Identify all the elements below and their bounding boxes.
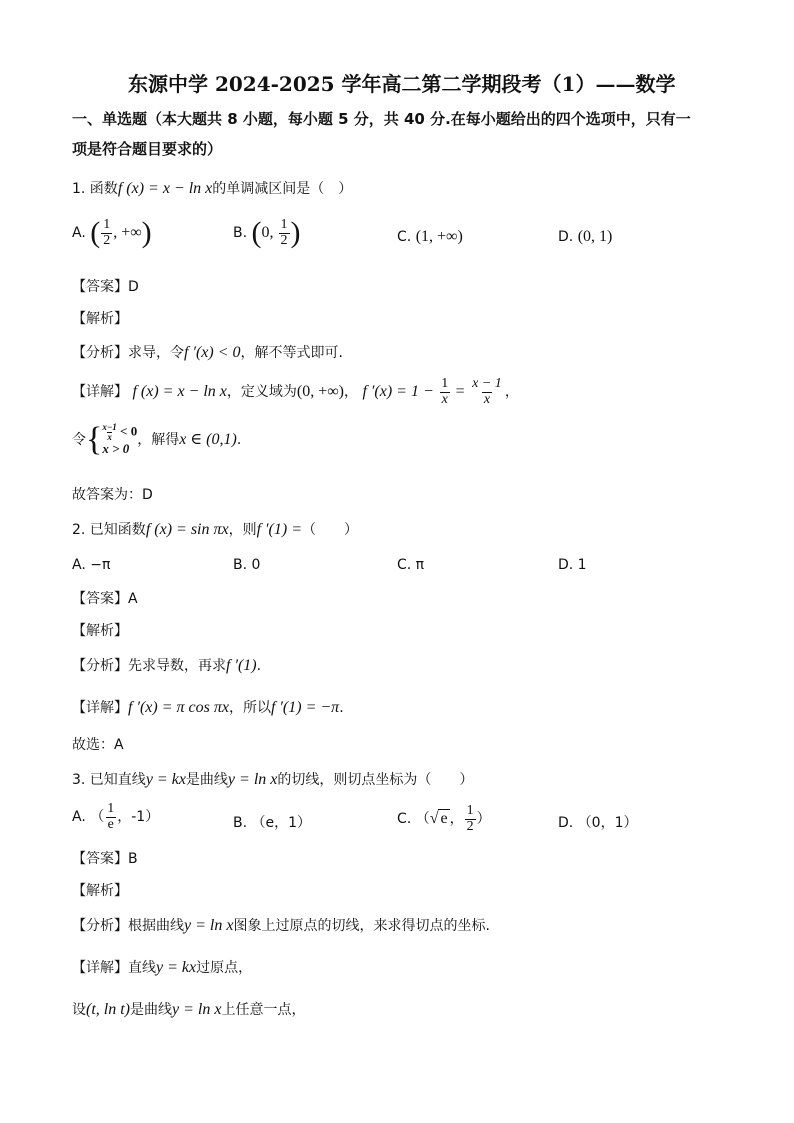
q2-fenxi bbox=[72, 655, 261, 675]
q1-fenxi-text-b: ，解不等式即可. bbox=[240, 345, 343, 361]
q1-detail-math-c: f ′(x) = 1 − bbox=[362, 383, 434, 401]
q1-answer: 【答案】D bbox=[72, 279, 139, 295]
q1-detail-label: 【详解】 bbox=[72, 384, 128, 401]
q1-option-d bbox=[558, 228, 612, 246]
q1-option-d-math: (0, 1) bbox=[577, 228, 613, 245]
q2-detail-end: . bbox=[339, 700, 344, 716]
q1-detail-frac1 bbox=[439, 377, 450, 407]
q1-detail-frac2-den: x bbox=[483, 391, 491, 407]
q3-fenxi-label: 【分析】 bbox=[72, 918, 128, 934]
q1-detail-math-a: f (x) = x − ln x bbox=[132, 383, 227, 401]
q2-detail-math-a: f ′(x) = π cos πx bbox=[128, 699, 229, 716]
q3-fenxi-text-a: 根据曲线 bbox=[128, 918, 184, 934]
q1-system-row1-num: x−1 bbox=[102, 422, 117, 433]
q3-option-a bbox=[72, 802, 159, 832]
q1-system-rows bbox=[102, 423, 137, 456]
q3-option-a-den: e bbox=[107, 816, 114, 832]
q1-detail bbox=[72, 377, 519, 407]
q2-detail-label: 【详解】 bbox=[72, 700, 128, 716]
q1-option-c bbox=[397, 228, 463, 246]
q3-option-a-num: 1 bbox=[107, 801, 115, 816]
q2-detail-math-b: f ′(1) = −π bbox=[270, 699, 340, 716]
sqrt-icon: √ bbox=[429, 810, 439, 828]
q1-inequality-system bbox=[86, 423, 137, 457]
q3-option-d: D. （0，1） bbox=[558, 815, 638, 831]
q3-detail-math: y = kx bbox=[156, 959, 197, 976]
q2-stem-prefix: 2. 已知函数 bbox=[72, 522, 146, 538]
q3-stem-math2: y = ln x bbox=[227, 771, 278, 788]
q2-option-a: A. −π bbox=[72, 557, 111, 573]
q1-fenxi bbox=[72, 342, 343, 362]
q1-option-a bbox=[72, 218, 152, 248]
q1-detail-eq: = bbox=[455, 383, 465, 401]
q2-option-c: C. π bbox=[397, 557, 425, 573]
q1-option-b-frac bbox=[279, 218, 290, 248]
q1-fenxi-label: 【分析】 bbox=[72, 345, 128, 361]
q1-detail-text-c: ， bbox=[504, 384, 519, 401]
q2-detail-text: ，所以 bbox=[228, 700, 271, 716]
q3-option-b: B. （e，1） bbox=[233, 815, 312, 831]
q1-option-a-rest: , +∞ bbox=[113, 224, 142, 242]
q3-last-text-c: 上任意一点， bbox=[221, 1002, 306, 1018]
q3-stem-prefix: 3. 已知直线 bbox=[72, 772, 146, 788]
q1-option-b bbox=[233, 218, 301, 248]
q1-system-row1-rel: < 0 bbox=[120, 423, 138, 439]
q1-detail-frac1-num: 1 bbox=[441, 376, 449, 391]
q3-fenxi-math: y = ln x bbox=[184, 917, 234, 934]
q3-option-c-frac bbox=[465, 804, 476, 834]
q1-stem bbox=[72, 178, 352, 198]
q1-option-d-label: D. bbox=[558, 229, 574, 245]
q2-stem-mid: ，则 bbox=[228, 522, 257, 538]
q1-system-row1 bbox=[102, 423, 137, 442]
q2-stem-math2: f ′(1) = bbox=[256, 521, 303, 538]
q1-option-a-den: 2 bbox=[103, 232, 111, 248]
q1-option-b-label: B. bbox=[233, 225, 248, 242]
q1-option-b-num: 1 bbox=[280, 217, 288, 232]
q1-stem-suffix: 的单调减区间是（ ） bbox=[212, 181, 353, 197]
q3-answer: 【答案】B bbox=[72, 851, 138, 867]
q1-system bbox=[72, 423, 241, 457]
q3-last-math-b: y = ln x bbox=[172, 1001, 222, 1018]
q2-fenxi-math: f ′(1) bbox=[226, 657, 257, 674]
q2-option-b: B. 0 bbox=[233, 557, 261, 573]
q1-detail-math-b: (0, +∞) bbox=[296, 383, 344, 401]
q2-answer: 【答案】A bbox=[72, 591, 138, 607]
q1-fenxi-math: f ′(x) < 0 bbox=[184, 344, 241, 361]
q1-option-b-rparen: ) bbox=[290, 216, 301, 250]
q2-stem-math: f (x) = sin πx bbox=[145, 521, 229, 538]
q3-last-text-a: 设 bbox=[72, 1002, 86, 1018]
q3-detail-line2 bbox=[72, 999, 305, 1019]
q1-detail-frac2 bbox=[470, 377, 504, 407]
section-heading-line1: 一、单选题（本大题共 8 小题，每小题 5 分，共 40 分.在每小题给出的四个选项中，只有一 bbox=[72, 110, 691, 128]
q3-detail-text-b: 过原点， bbox=[196, 960, 253, 976]
q1-jiede: ，解得 bbox=[137, 432, 180, 448]
q1-option-b-lparen: ( bbox=[251, 216, 262, 250]
q1-stem-prefix: 1. 函数 bbox=[72, 181, 118, 197]
q1-system-row1-den: x bbox=[107, 432, 112, 443]
q3-option-c-comma: ， bbox=[449, 811, 464, 828]
q2-stem-suffix: （ ） bbox=[302, 522, 359, 538]
q3-option-c-label: C. （ bbox=[397, 811, 430, 828]
q1-option-a-label: A. bbox=[72, 225, 86, 242]
q1-stem-math: f (x) = x − ln x bbox=[117, 180, 213, 197]
q3-stem-mid: 是曲线 bbox=[185, 772, 228, 788]
q1-option-b-den: 2 bbox=[280, 232, 288, 248]
q1-option-b-pre: 0, bbox=[261, 224, 278, 242]
q3-detail bbox=[72, 957, 252, 977]
q2-option-d: D. 1 bbox=[558, 557, 587, 573]
q1-option-c-label: C. bbox=[397, 229, 412, 245]
q1-jiede-end: . bbox=[236, 432, 242, 448]
q1-conclusion: 故答案为：D bbox=[72, 487, 153, 503]
q1-system-row1-frac bbox=[102, 423, 116, 442]
q2-analysis-label: 【解析】 bbox=[72, 623, 128, 639]
q3-fenxi bbox=[72, 915, 490, 935]
q3-option-c-sqrt: e bbox=[440, 810, 448, 828]
q1-option-a-rparen: ) bbox=[141, 216, 152, 250]
q2-stem bbox=[72, 519, 358, 539]
q1-option-a-num: 1 bbox=[103, 217, 111, 232]
q3-option-c-num: 1 bbox=[466, 803, 474, 818]
q3-fenxi-text-b: 图象上过原点的切线，来求得切点的坐标. bbox=[233, 918, 490, 934]
q1-option-c-math: (1, +∞) bbox=[415, 228, 463, 245]
q1-detail-text-a: ，定义域为 bbox=[226, 384, 297, 401]
q2-fenxi-text: 先求导数，再求 bbox=[128, 658, 226, 674]
q3-option-c-end: ） bbox=[476, 811, 491, 828]
q1-detail-frac1-den: x bbox=[441, 391, 448, 407]
q3-option-a-rest: ，-1） bbox=[117, 809, 160, 826]
q1-jiede-math: x ∈ (0,1) bbox=[179, 431, 237, 448]
q1-detail-frac2-num: x − 1 bbox=[472, 376, 502, 391]
q1-detail-text-b: ， bbox=[344, 384, 358, 401]
q2-fenxi-label: 【分析】 bbox=[72, 658, 128, 674]
q2-detail bbox=[72, 697, 344, 717]
q1-ling: 令 bbox=[72, 432, 86, 448]
brace-icon: { bbox=[86, 421, 103, 458]
section-heading-line2: 项是符合题目要求的） bbox=[72, 140, 223, 158]
q3-option-a-frac bbox=[105, 802, 116, 832]
q3-analysis-label: 【解析】 bbox=[72, 883, 128, 899]
q3-detail-label: 【详解】 bbox=[72, 960, 128, 976]
q1-fenxi-text-a: 求导，令 bbox=[128, 345, 184, 361]
q3-option-c-den: 2 bbox=[466, 818, 474, 834]
q3-detail-text-a: 直线 bbox=[128, 960, 156, 976]
q3-stem bbox=[72, 769, 473, 789]
q2-conclusion: 故选：A bbox=[72, 737, 124, 753]
q3-last-math-a: (t, ln t) bbox=[86, 1001, 130, 1018]
q2-fenxi-end: . bbox=[256, 658, 262, 674]
q3-stem-math: y = kx bbox=[145, 771, 186, 788]
q1-analysis-label: 【解析】 bbox=[72, 311, 128, 327]
q3-last-text-b: 是曲线 bbox=[130, 1002, 172, 1018]
q1-option-a-lparen: ( bbox=[90, 216, 101, 250]
q3-option-c bbox=[397, 804, 491, 834]
q1-option-a-frac bbox=[101, 218, 112, 248]
q3-stem-suffix: 的切线，则切点坐标为（ ） bbox=[277, 772, 474, 788]
q1-system-row2: x > 0 bbox=[102, 441, 130, 457]
page-title: 东源中学 2024-2025 学年高二第二学期段考（1）——数学 bbox=[128, 72, 676, 96]
q3-option-a-label: A. （ bbox=[72, 809, 105, 826]
